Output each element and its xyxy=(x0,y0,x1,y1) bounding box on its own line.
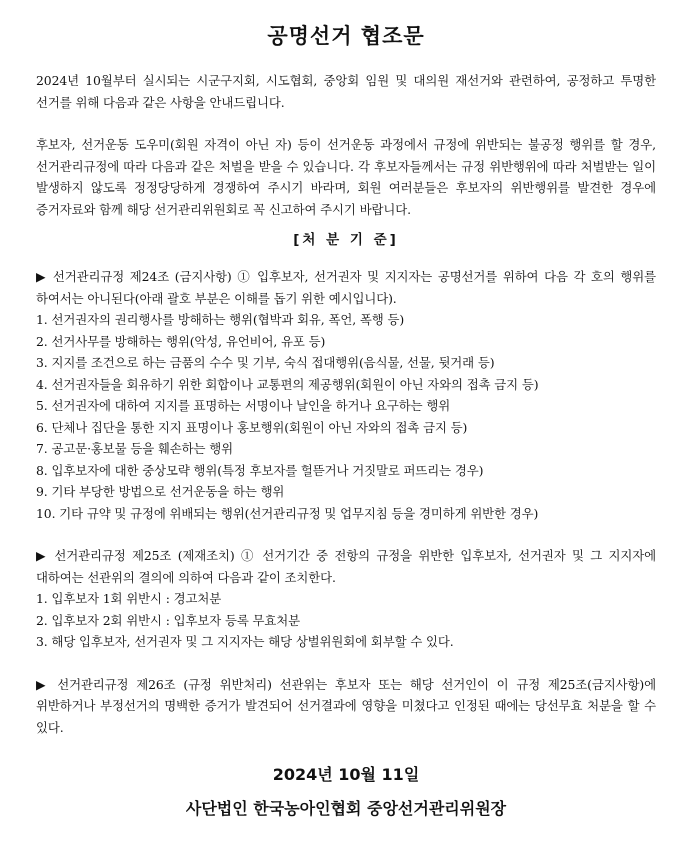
notice-paragraph: 후보자, 선거운동 도우미(회원 자격이 아닌 자) 등이 선거운동 과정에서 규정에 위반되는 불공정 행위를 할 경우, 선거관리규정에 따라 다음과 같은 처벌을 받을 수 있습니다. 각 후보자들께서는 규정 위반행위에 따라 처벌받는 일이 발생하지 않도록 정정당당하게 경쟁하여 주시기 바라며, 회원 여러분들은 후보자의 위반행위를 발견한 경우에 증거자료와 함께 해당 선거관리위원회로 꼭 신고하여 주시기 바랍니다. xyxy=(36,137,656,217)
article-24-list xyxy=(36,309,656,524)
section-title: [처 분 기 준] xyxy=(293,232,399,248)
issuing-organization: 사단법인 한국농아인협회 중앙선거관리위원장 xyxy=(185,799,507,818)
list-item: 4. 선거권자들을 회유하기 위한 회합이나 교통편의 제공행위(회원이 아닌 자와의 접촉 금지 등) xyxy=(36,376,539,392)
list-item: 3. 해당 입후보자, 선거권자 및 그 지지자는 해당 상벌위원회에 회부할 수 있다. xyxy=(36,634,454,649)
article-24-text: ▶ 선거관리규정 제24조 (금지사항) ① 입후보자, 선거권자 및 지지자는 공명선거를 위하여 다음 각 호의 행위를 하여서는 아니된다(아래 괄호 부분은 이해를 돕기 위한 예시입니다). xyxy=(36,269,656,306)
spacer xyxy=(36,113,656,134)
list-item: 1. 입후보자 1회 위반시 : 경고처분 xyxy=(36,591,222,606)
list-item: 2. 선거사무를 방해하는 행위(악성, 유언비어, 유포 등) xyxy=(36,333,326,349)
article-26-text: ▶ 선거관리규정 제26조 (규정 위반처리) 선관위는 후보자 또는 해당 선거인이 이 규정 제25조(금지사항)에 위반하거나 부정선거의 명백한 증거가 발견되어 선거결과에 영향을 미쳤다고 인정된 때에는 당선무효 처분을 할 수 있다. xyxy=(36,676,656,735)
article-25-text: ▶ 선거관리규정 제25조 (제재조치) ① 선거기간 중 전항의 규정을 위반한 입후보자, 선거권자 및 그 지지자에 대하여는 선관위의 결의에 의하여 다음과 같이 조치한다. xyxy=(36,548,656,585)
list-item: 7. 공고문·홍보물 등을 훼손하는 행위 xyxy=(36,441,233,456)
list-item: 2. 입후보자 2회 위반시 : 입후보자 등록 무효처분 xyxy=(36,612,300,628)
article-25-list xyxy=(36,588,656,653)
list-item: 5. 선거권자에 대하여 지지를 표명하는 서명이나 날인을 하거나 요구하는 행위 xyxy=(36,398,451,413)
spacer xyxy=(36,653,656,674)
list-item: 3. 지지를 조건으로 하는 금품의 수수 및 기부, 숙식 접대행위(음식물, 선물, 뒷거래 등) xyxy=(36,355,495,370)
document-title: 공명선거 협조문 xyxy=(267,24,425,48)
list-item: 6. 단체나 집단을 통한 지지 표명이나 홍보행위(회원이 아닌 자와의 접촉 금지 등) xyxy=(36,419,468,435)
list-item: 8. 입후보자에 대한 중상모략 행위(특정 후보자를 헐뜯거나 거짓말로 퍼뜨리는 경우) xyxy=(36,462,484,478)
list-item: 10. 기타 규약 및 규정에 위배되는 행위(선거관리규정 및 업무지침 등을 경미하게 위반한 경우) xyxy=(36,505,539,521)
spacer xyxy=(36,524,656,545)
list-item: 1. 선거권자의 권리행사를 방해하는 행위(협박과 회유, 폭언, 폭행 등) xyxy=(36,312,405,327)
intro-paragraph: 2024년 10월부터 실시되는 시군구지회, 시도협회, 중앙회 임원 및 대의원 재선거와 관련하여, 공정하고 투명한 선거를 위해 다음과 같은 사항을 안내드립니다. xyxy=(36,73,656,110)
document-date: 2024년 10월 11일 xyxy=(272,765,420,784)
list-item: 9. 기타 부당한 방법으로 선거운동을 하는 행위 xyxy=(36,484,285,499)
